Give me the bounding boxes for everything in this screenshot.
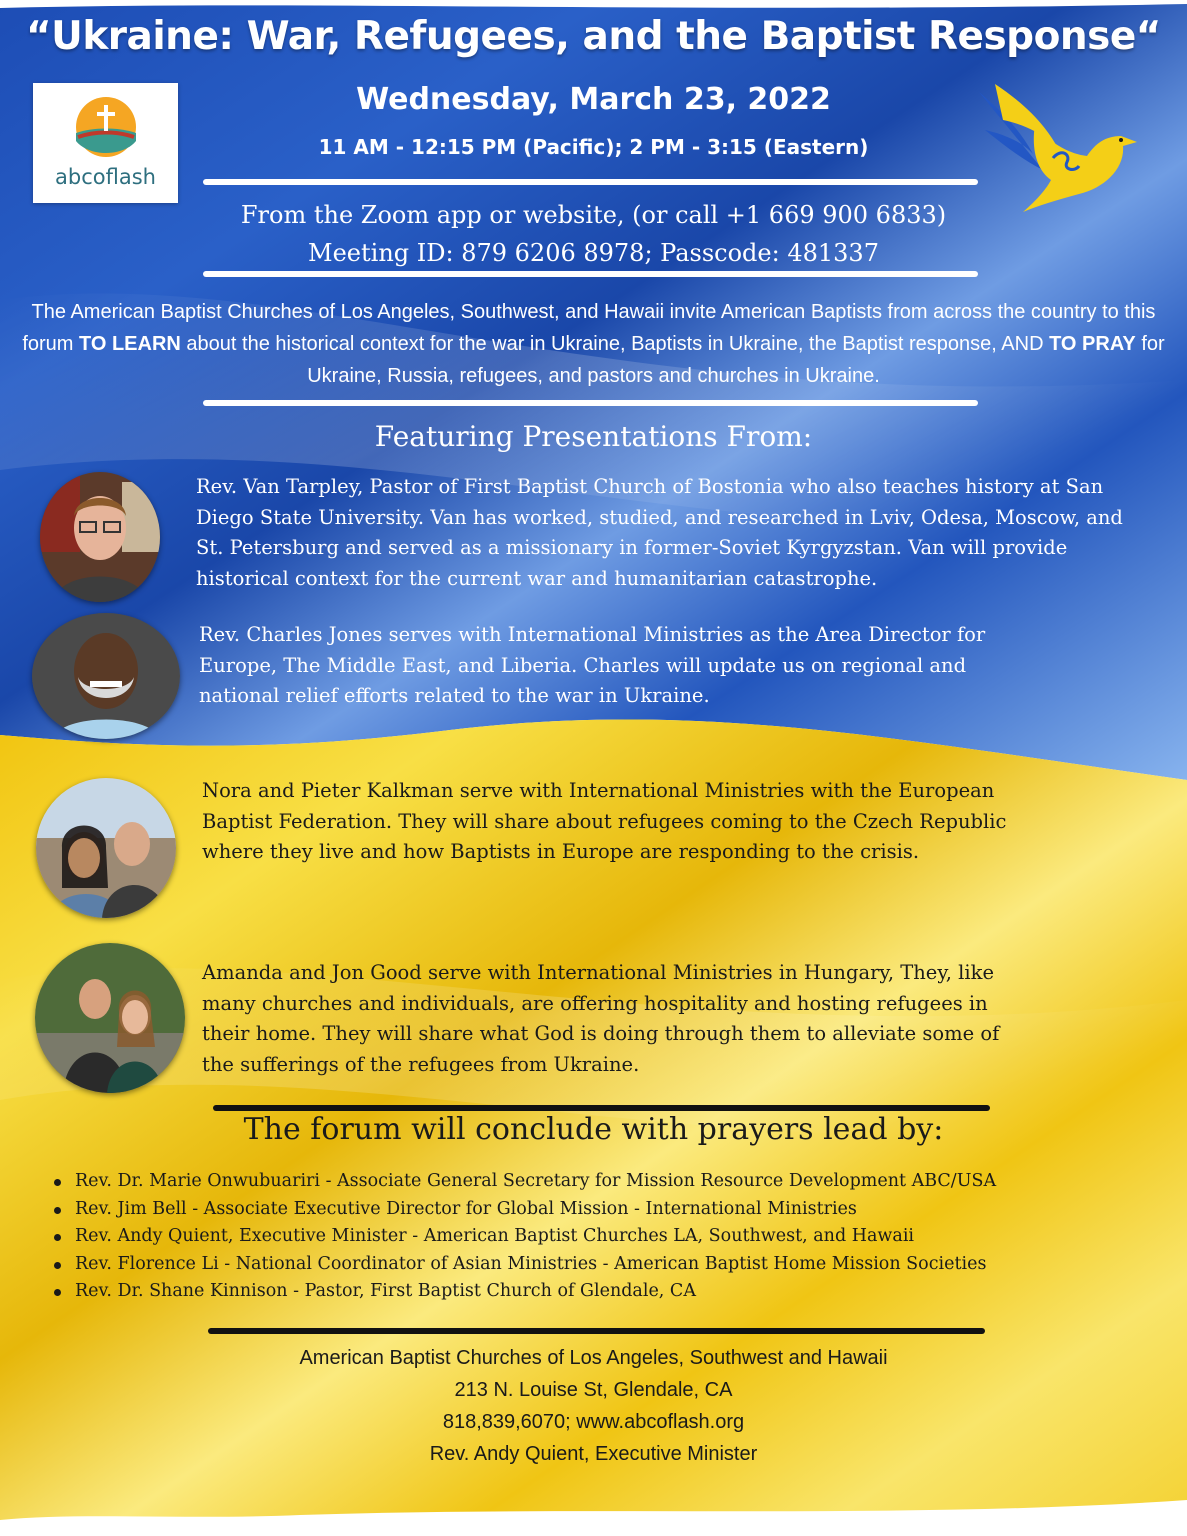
presenter-photo-charles-jones — [32, 613, 180, 739]
footer-contact — [0, 1342, 1187, 1470]
zoom-line-1: From the Zoom app or website, (or call +1 669 900 6833) — [240, 201, 947, 229]
footer-org: American Baptist Churches of Los Angeles, Southwest and Hawaii — [299, 1347, 888, 1369]
presenter-bio-2: Rev. Charles Jones serves with International Ministries as the Area Director for Europe, The Middle East, and Liberia. Charles will update us on regional and national relief efforts related to the war in Ukraine. — [199, 623, 986, 707]
prayers-heading: The forum will conclude with prayers lead by: — [243, 1112, 944, 1147]
intro-text-2: about the historical context for the war in Ukraine, Baptists in Ukraine, the Baptist response, AND — [180, 333, 1050, 355]
dove-icon — [975, 84, 1145, 214]
divider-1 — [203, 179, 978, 185]
presenter-photo-good — [35, 943, 185, 1093]
intro-pray: TO PRAY — [1049, 333, 1136, 355]
divider-2 — [203, 271, 978, 277]
logo-text: abcoflash — [55, 165, 156, 189]
prayer-leader-item: Rev. Andy Quient, Executive Minister - American Baptist Churches LA, Southwest, and Hawaii — [48, 1223, 1168, 1251]
zoom-info — [0, 196, 1187, 272]
intro-text-3: for Ukraine, Russia, refugees, and pastors and churches in Ukraine. — [307, 333, 1165, 387]
footer-minister: Rev. Andy Quient, Executive Minister — [429, 1443, 758, 1465]
prayer-leader-item: Rev. Dr. Shane Kinnison - Pastor, First Baptist Church of Glendale, CA — [48, 1278, 1168, 1306]
presenter-bio-4: Amanda and Jon Good serve with International Ministries in Hungary, They, like many churches and individuals, are offering hospitality and hosting refugees in their home. They will share what God is doing through them to alleviate some of the sufferings of the refugees from Ukraine. — [202, 961, 1000, 1076]
prayer-leaders-list — [48, 1168, 1168, 1306]
presenter-bio-3: Nora and Pieter Kalkman serve with International Ministries with the European Baptist Federation. They will share about refugees coming to the Czech Republic where they live and how Baptists in Europe are responding to the crisis. — [202, 779, 1007, 863]
prayer-leader-item: Rev. Dr. Marie Onwubuariri - Associate General Secretary for Mission Resource Development ABC/USA — [48, 1168, 1168, 1196]
event-date: Wednesday, March 23, 2022 — [356, 82, 831, 117]
intro-learn: TO LEARN — [79, 333, 181, 355]
cross-icon — [33, 83, 178, 163]
intro-text-1: The American Baptist Churches of Los Angeles, Southwest, and Hawaii invite American Baptists from across the country to this forum — [22, 301, 1156, 355]
footer-contact-line: 818,839,6070; www.abcoflash.org — [442, 1411, 745, 1433]
divider-3 — [203, 400, 978, 406]
presenter-photo-van-tarpley — [40, 472, 160, 602]
prayer-leader-item: Rev. Jim Bell - Associate Executive Director for Global Mission - International Ministries — [48, 1196, 1168, 1224]
divider-4 — [213, 1105, 990, 1111]
footer-address: 213 N. Louise St, Glendale, CA — [454, 1379, 733, 1401]
intro-paragraph — [20, 296, 1167, 392]
event-title: “Ukraine: War, Refugees, and the Baptist Response“ — [26, 14, 1161, 59]
abcoflash-logo — [33, 83, 178, 203]
presenter-photo-kalkman — [36, 778, 176, 918]
presenter-bio-1: Rev. Van Tarpley, Pastor of First Baptist Church of Bostonia who also teaches history at San Diego State University. Van has worked, studied, and researched in Lviv, Odesa, Moscow, and St. Petersburg and served as a missionary in former-Soviet Kyrgyzstan. Van will provide historical context for the current war and humanitarian catastrophe. — [196, 475, 1123, 590]
zoom-line-2: Meeting ID: 879 6206 8978; Passcode: 481337 — [308, 239, 879, 267]
prayer-leader-item: Rev. Florence Li - National Coordinator of Asian Ministries - American Baptist Home Mission Societies — [48, 1251, 1168, 1279]
event-time: 11 AM - 12:15 PM (Pacific); 2 PM - 3:15 (Eastern) — [318, 135, 869, 159]
divider-5 — [208, 1328, 985, 1334]
featuring-heading: Featuring Presentations From: — [374, 420, 813, 453]
